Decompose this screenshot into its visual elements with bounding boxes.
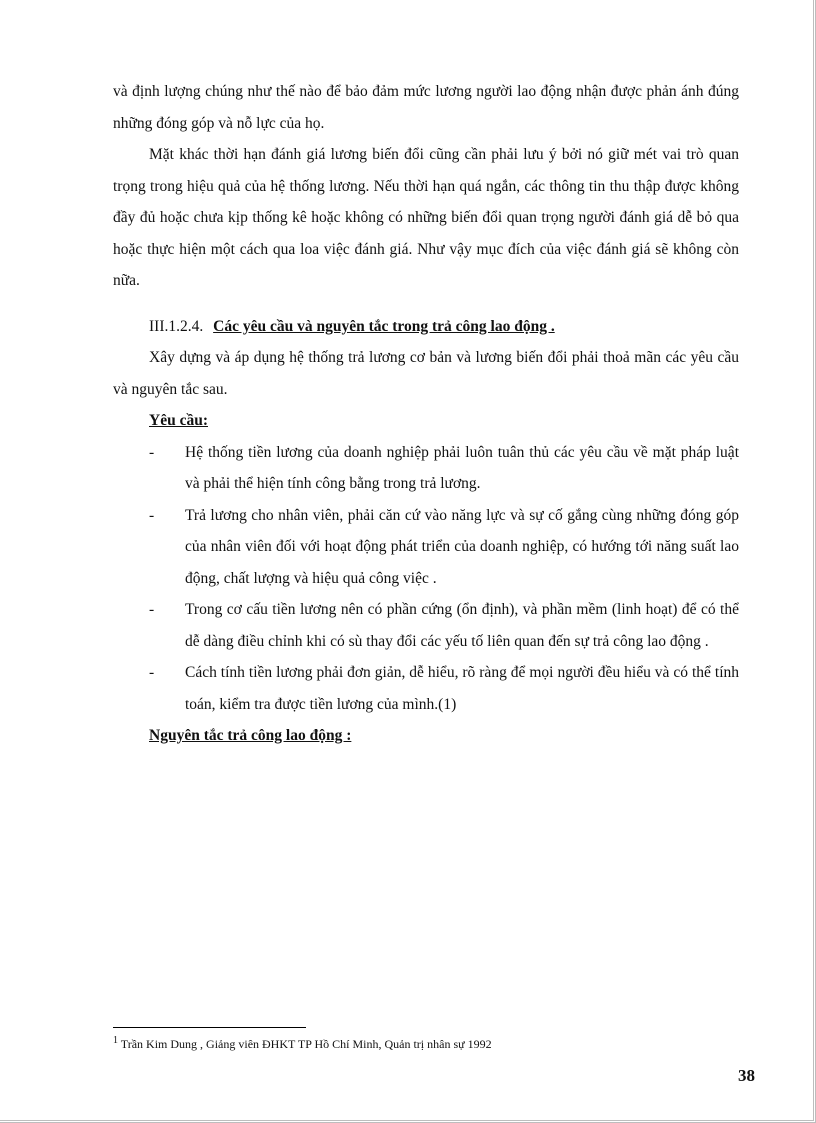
list-item <box>113 657 739 720</box>
bullet-dash: - <box>149 601 155 618</box>
list-item <box>113 594 739 657</box>
bullet-dash: - <box>149 506 155 524</box>
list-item-text: Hệ thống tiền lương của doanh nghiệp phải luôn tuân thủ các yêu cầu về mặt pháp luật và phải thể hiện tính công bằng trong trả lương. <box>185 443 739 492</box>
list-item-container <box>185 657 739 720</box>
list-item <box>113 437 739 500</box>
list-item-text: Cách tính tiền lương phải đơn giản, dễ hiểu, rõ ràng để mọi người đều hiểu và có thể tính toán, kiểm tra được tiền lương của mình. <box>185 664 739 713</box>
footnote <box>113 1036 713 1052</box>
paragraph: và định lượng chúng như thế nào để bảo đảm mức lương người lao động nhận được phản ánh đúng những đóng góp và nỗ lực của họ. <box>113 83 739 132</box>
footnote-text: Trần Kim Dung , Giảng viên ĐHKT TP Hồ Chí Minh, Quản trị nhân sự 1992 <box>120 1037 492 1051</box>
section-intro: Xây dựng và áp dụng hệ thống trả lương cơ bản và lương biến đổi phải thoả mãn các yêu cầu và nguyên tắc sau. <box>113 349 739 398</box>
footnote-marker: 1 <box>113 1035 118 1046</box>
section-number: III.1.2.4. <box>149 317 204 335</box>
principles-heading: Nguyên tắc trả công lao động : <box>149 727 352 744</box>
list-item-text: Trong cơ cấu tiền lương nên có phần cứng (ổn định), và phần mềm (linh hoạt) để có thể dễ dàng điều chỉnh khi có sù thay đổi các yếu tố liên quan đến sự trả công lao động . <box>185 601 739 650</box>
footnote-reference[interactable]: (1) <box>438 695 457 713</box>
bullet-dash: - <box>149 443 155 461</box>
section-title: Các yêu cầu và nguyên tắc trong trả công lao động . <box>213 317 555 335</box>
list-item <box>113 500 739 595</box>
footnote-divider <box>113 1027 306 1028</box>
page-number: 38 <box>738 1066 755 1085</box>
page-body <box>113 76 739 752</box>
bullet-dash: - <box>149 664 155 681</box>
requirements-heading: Yêu cầu: <box>149 412 208 429</box>
section-heading <box>113 311 739 343</box>
list-item-text: Trả lương cho nhân viên, phải căn cứ vào năng lực và sự cố gắng cùng những đóng góp của nhân viên đối với hoạt động phát triển của doanh nghiệp, có hướng tới năng suất lao động, chất lượng và hiệu quả công việc . <box>185 506 739 587</box>
paragraph: Mặt khác thời hạn đánh giá lương biến đổi cũng cần phải lưu ý bởi nó giữ mét vai trò quan trọng trong hiệu quả của hệ thống lương. Nếu thời hạn quá ngắn, các thông tin thu thập được không đầy đủ hoặc chưa kịp thống kê hoặc không có những biến đổi quan trọng người đánh giá dễ bỏ qua hoặc thực hiện một cách qua loa việc đánh giá. Như vậy mục đích của việc đánh giá sẽ không còn nữa. <box>113 146 739 289</box>
